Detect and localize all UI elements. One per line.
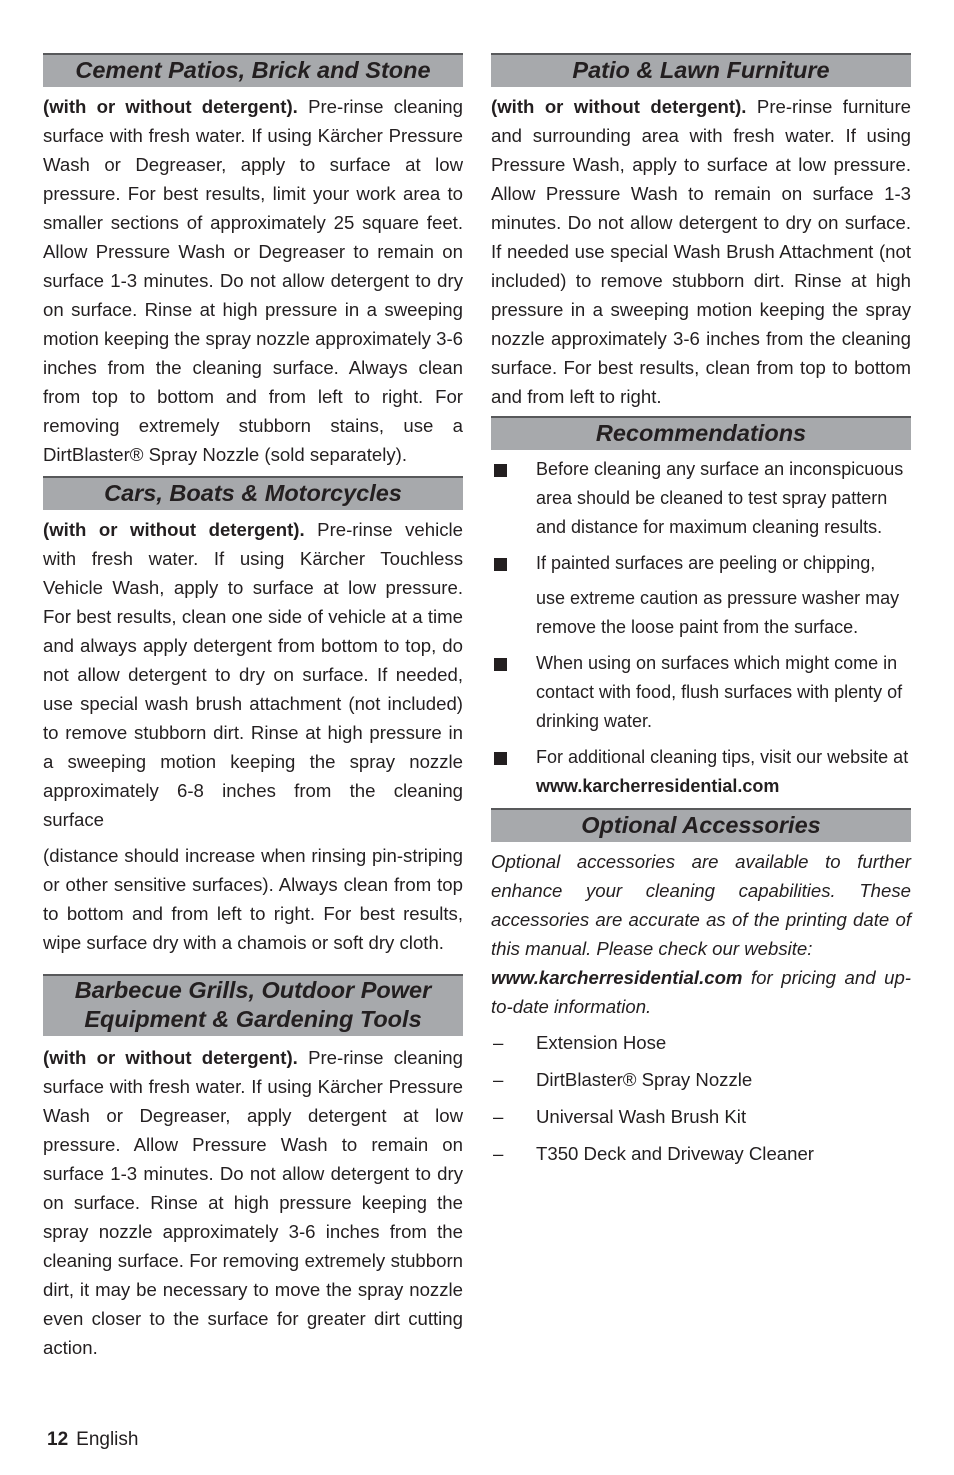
right-column <box>491 53 911 1176</box>
recommendation-2-line1: If painted surfaces are peeling or chipping, <box>536 553 876 573</box>
page-number: 12 <box>47 1429 69 1450</box>
accessories-intro-text: Optional accessories are available to further enhance your cleaning capabilities. These accessories are accurate as of the printing date of this manual. Please check our website: <box>491 851 911 959</box>
bbq-heading-line2: Equipment & Gardening Tools <box>84 1006 422 1032</box>
section-heading-patio: Patio & Lawn Furniture <box>491 53 911 87</box>
bbq-heading-line1: Barbecue Grills, Outdoor Power <box>74 977 432 1003</box>
accessory-item: Universal Wash Brush Kit <box>536 1106 747 1127</box>
accessories-list <box>491 1028 911 1168</box>
bullet-square-icon <box>494 558 507 571</box>
patio-text: Pre-rinse furniture and surrounding area with fresh water. If using Pressure Wash, apply to surface at low pressure. Allow Pressure Wash to remain on surface 1-3 minutes. Do not allow detergent to dry on surface. If needed use special Wash Brush Attachment (not included) to remove stubborn dirt. Rinse at high pressure in a sweeping motion keeping the spray nozzle approximately 3-6 inches from the cleaning surface. For best results, clean from top to bottom and from left to right. <box>491 96 911 407</box>
list-item <box>491 1065 911 1094</box>
list-item <box>491 649 911 736</box>
dash-marker: – <box>493 1032 504 1053</box>
bullet-square-icon <box>494 658 507 671</box>
patio-paragraph <box>491 92 911 411</box>
dash-marker: – <box>493 1143 504 1164</box>
section-heading-cars: Cars, Boats & Motorcycles <box>43 476 463 510</box>
list-item <box>491 1139 911 1168</box>
list-item <box>491 455 911 542</box>
accessories-intro-end: for pricing and up-to-date information. <box>491 967 911 1017</box>
accessory-item: Extension Hose <box>536 1032 667 1053</box>
section-heading-recommendations: Recommendations <box>491 416 911 450</box>
cars-text: Pre-rinse vehicle with fresh water. If using Kärcher Touchless Vehicle Wash, apply to surface at low pressure. For best results, clean one side of vehicle at a time and always apply detergent from bottom to top, do not allow detergent to dry on surface. If needed, use special wash brush attachment (not included) to remove stubborn dirt. Rinse at high pressure in a sweeping motion keeping the spray nozzle approximately 6-8 inches from the cleaning surface <box>43 519 464 830</box>
bullet-square-icon <box>494 464 507 477</box>
cars-paragraph-2: (distance should increase when rinsing pin-striping or other sensitive surfaces). Always clean from top to bottom and from left to right. For best results, wipe surface dry with a chamois or soft dry cloth. <box>43 845 463 953</box>
list-item <box>491 743 911 801</box>
cement-lead: (with or without detergent). <box>43 96 298 117</box>
cement-text: Pre-rinse cleaning surface with fresh water. If using Kärcher Pressure Wash or Degreaser, apply to surface at low pressure. For best results, limit your work area to smaller sections of approximately 25 square feet. Allow Pressure Wash or Degreaser to remain on surface 1-3 minutes. Do not allow detergent to dry on surface. Rinse at high pressure in a sweeping motion keeping the spray nozzle approximately 3-6 inches from the cleaning surface. Always clean from top to bottom and from left to right. For removing extremely stubborn stains, use a DirtBlaster® Spray Nozzle (sold separately). <box>43 96 463 465</box>
bullet-square-icon <box>494 752 507 765</box>
section-heading-accessories: Optional Accessories <box>491 808 911 842</box>
cars-paragraph <box>43 515 463 834</box>
accessory-item: DirtBlaster® Spray Nozzle <box>536 1069 753 1090</box>
recommendation-2-line2: use extreme caution as pressure washer may remove the loose paint from the surface. <box>536 588 900 637</box>
list-item <box>491 1028 911 1057</box>
website-link[interactable]: www.karcherresidential.com <box>536 776 780 796</box>
patio-lead: (with or without detergent). <box>491 96 747 117</box>
dash-marker: – <box>493 1106 504 1127</box>
list-item <box>491 1102 911 1131</box>
accessories-intro <box>491 847 911 1021</box>
accessories-website-link[interactable]: www.karcherresidential.com <box>491 967 743 988</box>
dash-marker: – <box>493 1069 504 1090</box>
recommendations-list <box>491 455 911 801</box>
cement-paragraph <box>43 92 463 469</box>
bbq-lead: (with or without detergent). <box>43 1047 298 1068</box>
accessory-item: T350 Deck and Driveway Cleaner <box>536 1143 814 1164</box>
cars-lead: (with or without detergent). <box>43 519 305 540</box>
page-footer <box>47 1427 138 1453</box>
section-heading-bbq <box>43 974 463 1036</box>
bbq-paragraph <box>43 1043 463 1362</box>
recommendation-1: Before cleaning any surface an inconspicuous area should be cleaned to test spray pattern and distance for maximum cleaning results. <box>536 459 904 537</box>
list-item <box>491 549 911 642</box>
recommendation-3: When using on surfaces which might come in contact with food, flush surfaces with plenty of drinking water. <box>536 653 903 731</box>
bbq-text: Pre-rinse cleaning surface with fresh water. If using Kärcher Pressure Wash or Degreaser, apply detergent at low pressure. Allow Pressure Wash to remain on surface 1-3 minutes. Do not allow detergent to dry on surface. Rinse at high pressure keeping the spray nozzle approximately 3-6 inches from the cleaning surface. For removing extremely stubborn dirt, it may be necessary to move the spray nozzle even closer to the surface for greater dirt cutting action. <box>43 1047 463 1358</box>
section-heading-cement: Cement Patios, Brick and Stone <box>43 53 463 87</box>
left-column <box>43 53 463 1362</box>
recommendation-4-text: For additional cleaning tips, visit our website at <box>536 747 909 767</box>
footer-language: English <box>76 1429 139 1450</box>
